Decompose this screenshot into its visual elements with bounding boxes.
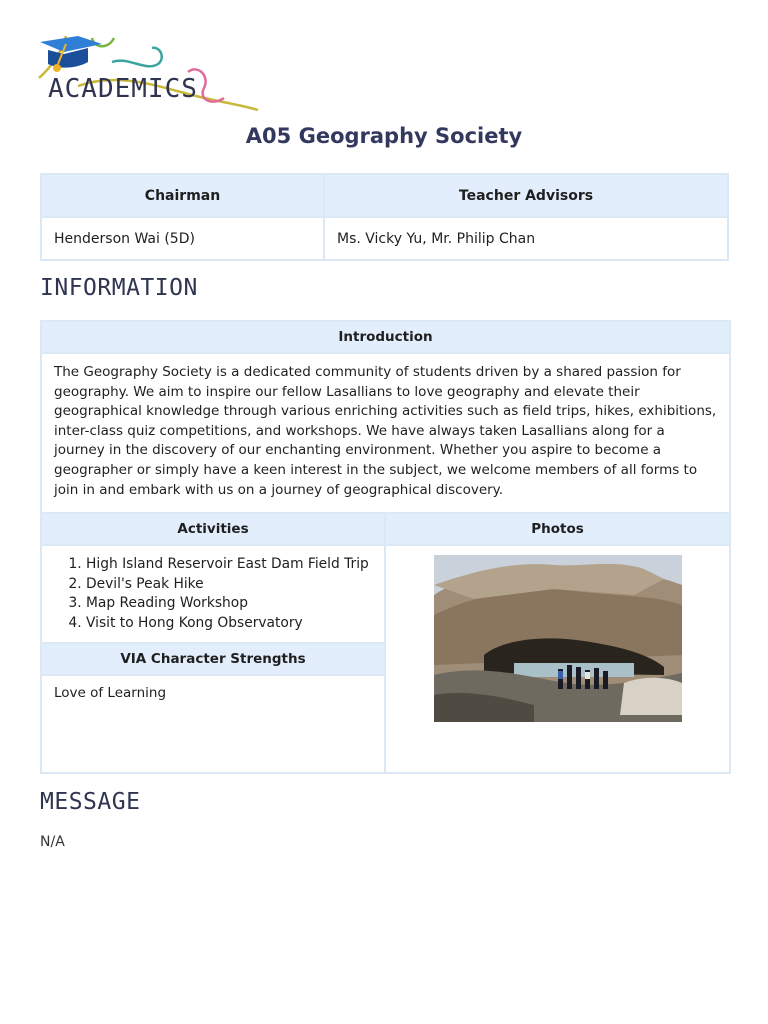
academics-banner — [38, 34, 308, 116]
chairman-value: Henderson Wai (5D) — [41, 217, 324, 260]
rock-arch-photo-icon — [434, 555, 682, 722]
activities-cell — [41, 545, 385, 643]
message-heading: MESSAGE — [40, 789, 141, 815]
information-heading: INFORMATION — [40, 275, 198, 301]
introduction-text: The Geography Society is a dedicated community of students driven by a shared passion for geography. We aim to inspire our fellow Lasallians to love geography and elevate their geographical knowledge through various enriching activities such as field trips, hikes, exhibitions, inter-class quiz competitions, and workshops. We have always taken Lasallians along for a journey in the discovery of our enchanting environment. Whether you aspire to become a geographer or simply have a keen interest in the subject, we welcome members of all forms to join in and embark with us on a journey of geographical discovery. — [41, 353, 730, 513]
message-value: N/A — [40, 834, 65, 850]
graduation-cap-icon — [38, 34, 104, 80]
chairman-header: Chairman — [41, 174, 324, 217]
people-table — [40, 173, 729, 261]
list-item: 2. Devil's Peak Hike — [86, 575, 372, 595]
information-table — [40, 320, 731, 774]
advisors-header: Teacher Advisors — [324, 174, 728, 217]
society-photo — [434, 555, 682, 722]
list-item: 4. Visit to Hong Kong Observatory — [86, 614, 372, 634]
photos-cell — [385, 545, 730, 773]
introduction-header: Introduction — [41, 321, 730, 353]
list-item: 1. High Island Reservoir East Dam Field Trip — [86, 555, 372, 575]
via-header: VIA Character Strengths — [41, 643, 385, 675]
banner-word: ACADEMICS — [48, 74, 198, 104]
list-item: 3. Map Reading Workshop — [86, 594, 372, 614]
photos-header: Photos — [385, 513, 730, 545]
page-title: A05 Geography Society — [245, 124, 523, 148]
via-value: Love of Learning — [41, 675, 385, 773]
advisors-value: Ms. Vicky Yu, Mr. Philip Chan — [324, 217, 728, 260]
activities-header: Activities — [41, 513, 385, 545]
activities-list — [86, 555, 372, 633]
